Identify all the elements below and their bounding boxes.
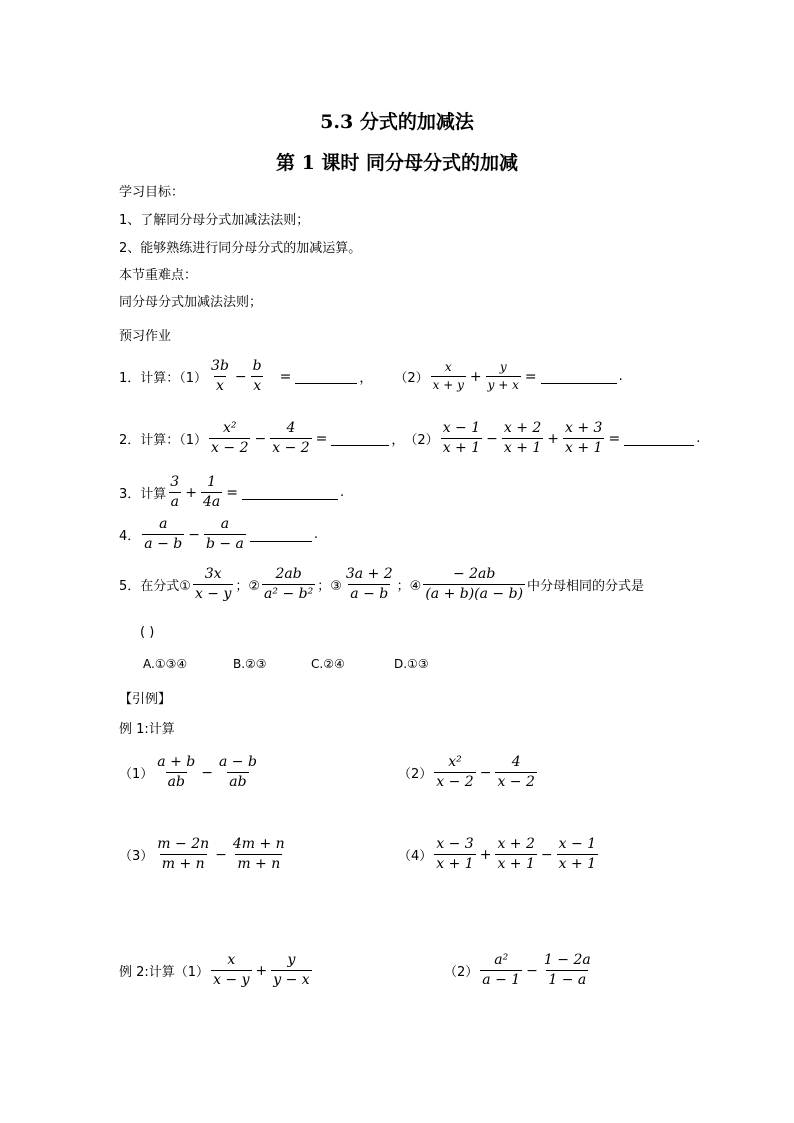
fraction: $\frac{3x}{x - y}$	[194, 566, 232, 602]
example-1-part-3: （3） $\frac{m - 2n}{m + n}$ − $\frac{4m + n}{m + n}$	[119, 836, 285, 872]
choice-a[interactable]: A.①③④	[143, 657, 188, 671]
example-1-part-1: （1） $\frac{a + b}{ab}$ − $\frac{a - b}{ab}$	[119, 754, 257, 790]
fraction: $\frac{4}{x - 2}$	[272, 420, 310, 456]
question-tail: 中分母相同的分式是	[527, 579, 645, 594]
examples-heading: 【引例】	[119, 692, 172, 707]
fraction: $\frac{x + 2}{x + 1}$	[503, 420, 542, 456]
example-2-part-1: 例 2:计算（1） $\frac{x}{x - y}$ + $\frac{y}{y - x}$	[119, 952, 310, 988]
fraction: $\frac{\text{x²}}{x - 2}$	[436, 754, 474, 790]
choice-c[interactable]: C.②④	[311, 657, 345, 671]
example-1-label: 例 1:计算	[119, 722, 175, 737]
fraction: $\frac{4m + n}{m + n}$	[232, 836, 285, 872]
difficulty-text: 同分母分式加减法法则；	[119, 295, 263, 310]
fraction: $\frac{x - 1}{x + 1}$	[442, 420, 481, 456]
question-label: 2．计算：（1）	[119, 433, 208, 448]
fraction: $\frac{x}{x + y}$	[432, 360, 464, 392]
fraction: $\frac{a}{a - b}$	[144, 516, 183, 552]
fraction: $\frac{x + 3}{x + 1}$	[565, 420, 603, 456]
answer-blank[interactable]	[331, 431, 389, 446]
preview-heading: 预习作业	[119, 329, 172, 344]
question-label: 3．计算	[119, 487, 167, 502]
fraction: $\frac{m - 2n}{m + n}$	[157, 836, 210, 872]
question-5: 5．在分式① $\frac{3x}{x - y}$ ；② $\frac{2ab}{\text{a² − b²}}$ ；③ $\frac{3a + 2}{a - b}$ ；④ $\frac{- 2ab}{(a + b)(a - b)}$ 中分母相同的分式是	[119, 566, 645, 602]
fraction: $\frac{y}{y - x}$	[273, 952, 310, 988]
question-4: 4． $\frac{a}{a - b}$ − $\frac{a}{b - a}$ .	[119, 516, 319, 552]
choice-d[interactable]: D.①③	[394, 657, 429, 671]
answer-blank[interactable]	[295, 369, 357, 384]
fraction: $\frac{4}{x - 2}$	[497, 754, 535, 790]
goal-item-1: 1、了解同分母分式加减法法则；	[119, 213, 310, 228]
answer-blank[interactable]	[242, 485, 338, 500]
question-label: 5．在分式①	[119, 579, 191, 594]
question-label: 1．计算：（1）	[119, 371, 208, 386]
fraction: $\frac{x + 2}{x + 1}$	[497, 836, 535, 872]
answer-blank[interactable]	[541, 369, 617, 384]
page-title: 5.3 分式的加减法	[320, 111, 474, 133]
difficulty-heading: 本节重难点：	[119, 268, 198, 283]
question-2: 2．计算：（1） $\frac{\text{x²}}{x - 2}$ − $\frac{4}{x - 2}$ = ， （2） $\frac{x - 1}{x + 1}$ − $\frac{x + 2}{x + 1}$ + $\frac{x + 3}{x + 1}$ = .	[119, 420, 701, 456]
fraction: $\frac{1}{4a}$	[202, 474, 221, 510]
question-1: 1．计算：（1） $\frac{3b}{x}$ − $\frac{b}{x}$ = ， （2） $\frac{x}{x + y}$ + $\frac{y}{y + x}$ = .	[119, 358, 623, 394]
fraction: $\frac{2ab}{\text{a² − b²}}$	[264, 566, 314, 602]
choice-b[interactable]: B.②③	[233, 657, 267, 671]
example-1-part-2: （2） $\frac{\text{x²}}{x - 2}$ − $\frac{4}{x - 2}$	[398, 754, 535, 790]
example-1-part-4: （4） $\frac{x - 3}{x + 1}$ + $\frac{x + 2}{x + 1}$ − $\frac{x - 1}{x + 1}$	[398, 836, 597, 872]
fraction: $\frac{- 2ab}{(a + b)(a - b)}$	[425, 566, 524, 602]
answer-blank[interactable]	[250, 527, 312, 542]
fraction: $\frac{x}{x - y}$	[213, 952, 250, 988]
fraction: $\frac{\text{a²}}{a - 1}$	[482, 952, 521, 988]
fraction: $\frac{1 - 2a}{1 - a}$	[543, 952, 591, 988]
question-label: 4．	[119, 529, 141, 544]
lesson-subtitle: 第 1 课时 同分母分式的加减	[275, 152, 519, 174]
fraction: $\frac{3a + 2}{a - b}$	[345, 566, 393, 602]
fraction: $\frac{3}{a}$	[170, 474, 180, 510]
fraction: $\frac{y}{y + x}$	[487, 360, 519, 392]
fraction: $\frac{a - b}{ab}$	[218, 754, 257, 790]
fraction: $\frac{3b}{x}$	[211, 358, 229, 394]
question-3: 3．计算 $\frac{3}{a}$ + $\frac{1}{4a}$ = .	[119, 474, 345, 510]
fraction: $\frac{b}{x}$	[252, 358, 262, 394]
goal-item-2: 2、能够熟练进行同分母分式的加减运算。	[119, 241, 362, 256]
answer-paren[interactable]: ( )	[140, 625, 155, 640]
fraction: $\frac{x - 3}{x + 1}$	[436, 836, 474, 872]
fraction: $\frac{\text{x²}}{x - 2}$	[211, 420, 249, 456]
goals-heading: 学习目标：	[119, 185, 185, 200]
example-2-label: 例 2:计算（1）	[119, 965, 210, 980]
example-2-part-2: （2） $\frac{\text{a²}}{a - 1}$ − $\frac{1 - 2a}{1 - a}$	[444, 952, 591, 988]
answer-blank[interactable]	[624, 431, 694, 446]
fraction: $\frac{a}{b - a}$	[205, 516, 244, 552]
fraction: $\frac{x - 1}{x + 1}$	[558, 836, 597, 872]
fraction: $\frac{a + b}{ab}$	[157, 754, 196, 790]
